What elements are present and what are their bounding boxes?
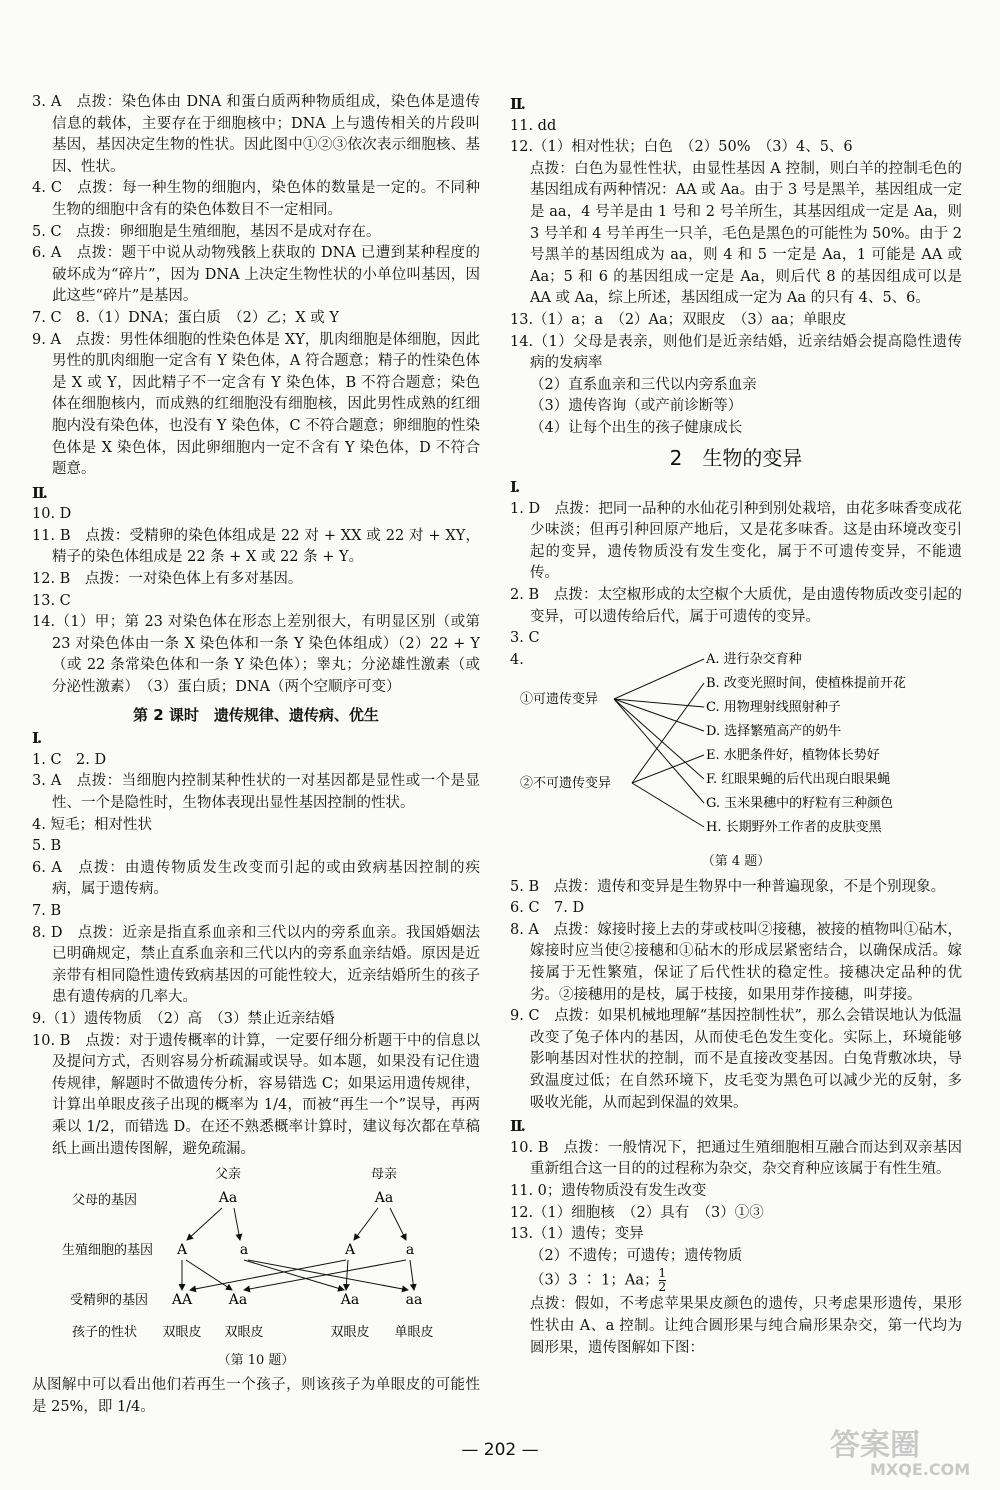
right-section-i-label: Ⅰ. [510, 478, 519, 497]
answer-item: 8. D 点拨：近亲是指直系血亲和三代以内的旁系血亲。我国婚姻法已明确规定，禁止直系血亲和三代以内的旁系血亲结婚。原因是近亲带有相同隐性遗传致病基因的可能性较大，近亲结婚所生的孩子患有遗传病的几率大。 [32, 924, 480, 1006]
variation-options [705, 651, 906, 835]
figure-4-caption: （第 4 题） [701, 854, 771, 870]
answer-item: 12. B 点拨：一对染色体上有多对基因。 [32, 571, 303, 588]
genetic-diagram-q10 [32, 1164, 480, 1371]
answer-item: 7. B [32, 902, 62, 919]
watermark-url-text: MXQE.COM [870, 1460, 971, 1479]
variation-matching-svg [510, 651, 962, 843]
answer-item: 11. 0；遗传物质没有发生改变 [510, 1182, 707, 1199]
answer-subitem: （2）直系血亲和三代以内旁系血亲 [530, 376, 757, 393]
section-ii-label: Ⅱ. [32, 483, 46, 502]
fraction-numerator: 1 [658, 1266, 667, 1281]
left-top-answers [32, 92, 480, 481]
mother-label: 母亲 [370, 1167, 398, 1183]
answer-item: 5. B 点拨：遗传和变异是生物界中一种普遍现象，不是个别现象。 [510, 878, 946, 895]
row-parent-genes-label: 父母的基因 [72, 1193, 138, 1209]
answer-item: 3. C [510, 630, 540, 647]
answer-item: 7. C 8.（1）DNA；蛋白质 （2）乙；X 或 Y [32, 309, 339, 326]
lesson-title: 第 2 课时 遗传规律、遗传病、优生 [133, 705, 379, 724]
after-figure-text: 从图解中可以看出他们若再生一个孩子，则该孩子为单眼皮的可能性是 25%，即 1/4。 [32, 1377, 480, 1415]
row-gamete-genes-label: 生殖细胞的基因 [62, 1243, 154, 1259]
option-a: A. 进行杂交育种 [706, 652, 802, 668]
father-gene: Aa [218, 1190, 238, 1207]
gamete-4: a [405, 1242, 415, 1259]
trait-4: 单眼皮 [394, 1325, 434, 1341]
option-d: D. 选择繁殖高产的奶牛 [706, 724, 842, 740]
diagram-arrows [182, 1208, 414, 1290]
answer-item: 12.（1）相对性状；白色 （2）50% （3）4、5、6 [510, 139, 853, 156]
answer-item: 13. C [32, 592, 71, 609]
answer-item: 10. B 点拨：一般情况下，把通过生殖细胞相互融合而达到双亲基因重新组合这一目的的过程称为杂交，杂交育种应该属于有性生殖。 [510, 1139, 962, 1178]
answer-item: 4. 短毛；相对性状 [32, 816, 152, 833]
right-answers-e [510, 1138, 962, 1246]
nonheritable-variation-label: ②不可遗传变异 [520, 776, 612, 792]
trait-1: 双眼皮 [162, 1325, 202, 1341]
answer-12-note: 点拨：白色为显性性状，由显性基因 A 控制，则白羊的控制毛色的基因组成有两种情况：AA 或 Aa。由于 3 号是黑羊，基因组成一定是 aa，4 号羊是由 1 号和 2 号羊所生，其基因组成一定是 Aa，则 3 号羊和 4 号羊再生一只羊，毛色是黑色的可能性为 50%。由于 2 号黑羊的基因组成为 aa，则 4 和 5 一定是 Aa，1 可能是 AA 或 Aa；5 和 6 的基因组成一定是 Aa，则后代 8 的基因组成可以是 AA 或 Aa，综上所述，基因组成一定为 Aa 的只有 4、5、6。 [530, 160, 962, 307]
option-g: G. 玉米果穗中的籽粒有三种颜色 [706, 796, 894, 812]
trait-3: 双眼皮 [330, 1325, 370, 1341]
left-section-ii-answers [32, 504, 480, 698]
answer-item: 6. C 7. D [510, 900, 585, 917]
answer-item: 11. dd [510, 117, 557, 134]
answer-item: 4. C 点拨：每一种生物的细胞内，染色体的数量是一定的。不同种生物的细胞中含有的染色体数目不一定相同。 [32, 180, 480, 218]
option-f: F. 红眼果蝇的后代出现白眼果蝇 [706, 772, 891, 788]
answer-item: 9. A 点拨：男性体细胞的性染色体是 XY，肌肉细胞是体细胞，因此男性的肌肉细胞一定含有 Y 染色体，A 符合题意；精子的性染色体是 X 或 Y，因此精子不一定含有 Y 染色体，B 不符合题意；染色体在细胞核内，而成熟的红细胞没有细胞核，因此男性成熟的红细胞内没有染色体，也没有 Y 染色体，C 不符合题意；卵细胞的性染色体是 X 染色体，因此卵细胞内一定不含有 Y 染色体，D 不符合题意。 [32, 331, 480, 478]
gamete-2: a [239, 1242, 249, 1259]
zygote-1: AA [171, 1292, 193, 1309]
row-zygote-genes-label: 受精卵的基因 [70, 1293, 149, 1309]
answer-item: 6. A 点拨：由遗传物质发生改变而引起的或由致病基因控制的疾病，属于遗传病。 [32, 859, 480, 898]
answer-item: 10. D [32, 506, 72, 523]
answer-item: 1. C 2. D [32, 751, 107, 768]
answer-13-sub3 [510, 1267, 962, 1294]
answer-item: 14.（1）甲；第 23 对染色体在形态上差别很大，有明显区别（或第 23 对染色体由一条 X 染色体和一条 Y 染色体组成）（2）22 + Y（或 22 条常染色体和一条 Y 染色体）；睾丸；分泌雄性激素（或分泌性激素） （3）蛋白质；DNA（两个空顺序可变） [32, 614, 480, 696]
mother-gene: Aa [374, 1190, 394, 1207]
genetic-diagram-svg [32, 1164, 480, 1342]
option-h: H. 长期野外工作者的皮肤变黑 [706, 820, 882, 836]
answer-item: 6. A 点拨：题干中说从动物残骸上获取的 DNA 已遭到某种程度的破坏成为“碎片”，因为 DNA 上决定生物性状的小单位叫基因，因此这些“碎片”是基因。 [32, 245, 480, 305]
father-label: 父亲 [214, 1167, 242, 1183]
answer-14-subitems [510, 375, 962, 440]
answer-item: 13.（1）遗传；变异 [510, 1226, 644, 1243]
answer-item: 8. A 点拨：嫁接时接上去的芽或枝叫②接穗，被接的植物叫①砧木，嫁接时应当使②接穗和①砧木的形成层紧密结合，以确保成活。嫁接属于无性繁殖，保证了后代性状的稳定性。接穗决定品种的优劣。②接穗用的是枝，属于枝接，如果用芽作接穗，叫芽接。 [510, 921, 962, 1003]
answer-item: 3. A 点拨：当细胞内控制某种性状的一对基因都是显性或一个是显性、一个是隐性时，生物体表现出显性基因控制的性状。 [32, 773, 480, 811]
answer-subitem: （3）遗传咨询（或产前诊断等） [530, 398, 743, 415]
lesson-answers [32, 750, 480, 1160]
chapter-title: 2 生物的变异 [669, 445, 803, 470]
right-answers-a [510, 116, 962, 159]
answer-item: 12.（1）细胞核 （2）具有 （3）①③ [510, 1204, 764, 1221]
option-c: C. 用物理射线照射种子 [706, 700, 841, 716]
trait-2: 双眼皮 [224, 1325, 264, 1341]
option-e: E. 水肥条件好，植物体长势好 [706, 748, 880, 764]
section-i-label: Ⅰ. [32, 729, 41, 748]
variation-matching-diagram-q4 [510, 651, 962, 872]
answer-item: 13.（1）a；a （2）Aa；双眼皮 （3）aa；单眼皮 [510, 311, 847, 328]
gamete-3: A [344, 1242, 356, 1259]
answer-item: 9. C 点拨：如果机械地理解“基因控制性状”，那么会错误地认为低温改变了兔子体内的基因，从而使毛色发生变化。实际上，环境能够影响基因对性状的控制，而不是直接改变基因。白兔背敷冰块，导致温度过低；在自然环境下，皮毛变为黑色可以减少光的反射，多吸收光能，从而起到保温的效果。 [510, 1008, 962, 1111]
answer-item: 5. B [32, 838, 62, 855]
right-section-ii-label: Ⅱ. [510, 95, 524, 113]
right-answers-d [510, 877, 962, 1115]
row-trait-label: 孩子的性状 [72, 1325, 138, 1341]
heritable-variation-label: ①可遗传变异 [520, 692, 599, 708]
watermark-main-text: 答案圈 [830, 1428, 920, 1463]
gamete-1: A [176, 1242, 188, 1259]
right-answers-b [510, 310, 962, 375]
answer-item: 3. A 点拨：染色体由 DNA 和蛋白质两种物质组成，染色体是遗传信息的载体，主要存在于细胞核中；DNA 上与遗传相关的片段叫基因，基因决定生物的性状。因此图中①②③依次表示细胞核、基因、性状。 [32, 94, 480, 175]
fraction-denominator: 2 [658, 1280, 667, 1295]
zygote-4: aa [405, 1292, 423, 1309]
answer-13-note: 点拨：假如，不考虑苹果果皮颜色的遗传，只考虑果形遗传，果形性状由 A、a 控制。让纯合圆形果与纯合扁形果杂交，第一代均为圆形果，遗传图解如下图： [530, 1296, 962, 1356]
answer-item: 5. C 点拨：卵细胞是生殖细胞，基因不是成对存在。 [32, 223, 381, 240]
page-number: — 202 — [461, 1440, 539, 1460]
right-answers-c [510, 499, 962, 672]
right-section-ii-b-label: Ⅱ. [510, 1117, 524, 1136]
right-column [510, 92, 962, 1359]
answer-13-sub3-text: （3）3 ∶ 1；Aa； [530, 1272, 659, 1289]
zygote-2: Aa [228, 1292, 248, 1309]
figure-10-caption: （第 10 题） [217, 1352, 295, 1368]
one-half-fraction [659, 1267, 667, 1294]
zygote-3: Aa [340, 1292, 360, 1309]
answer-item: 4. [510, 651, 524, 668]
answer-item: 2. B 点拨：太空椒形成的太空椒个大质优，是由遗传物质改变引起的变异，可以遗传给后代，属于可遗传的变异。 [510, 587, 962, 625]
matching-lines [614, 659, 704, 827]
answer-item: 14.（1）父母是表亲，则他们是近亲结婚，近亲结婚会提高隐性遗传病的发病率 [510, 333, 962, 372]
answer-item: 10. B 点拨：对于遗传概率的计算，一定要仔细分析题干中的信息以及提问方式，否则容易分析疏漏或误导。如本题，如果没有记住遗传规律，解题时不做遗传分析，容易错选 C；如果运用遗传规律，计算出单眼皮孩子出现的概率为 1/4，而被“再生一个”误导，再两乘以 1/2，而错选 D。在还不熟悉概率计算时，建议每次都在草稿纸上画出遗传图解，避免疏漏。 [32, 1032, 480, 1157]
option-b: B. 改变光照时间，使植株提前开花 [706, 676, 906, 692]
answer-item: 1. D 点拨：把同一品种的水仙花引种到别处栽培，由花多味香变成花少味淡；但再引种回原产地后，又是花多味香。这是由环境改变引起的变异，遗传物质没有发生变化，属于不可遗传变异，不能遗传。 [510, 500, 962, 582]
answer-item: 9.（1）遗传物质 （2）高 （3）禁止近亲结婚 [32, 1010, 335, 1027]
left-column [32, 92, 480, 1418]
answer-item: 11. B 点拨：受精卵的染色体组成是 22 对 + XX 或 22 对 + XY，精子的染色体组成是 22 条 + X 或 22 条 + Y。 [32, 527, 480, 566]
answer-13-sub2: （2）不遗传；可遗传；遗传物质 [530, 1247, 743, 1264]
answer-subitem: （4）让每个出生的孩子健康成长 [530, 419, 743, 436]
site-watermark [830, 1420, 980, 1479]
